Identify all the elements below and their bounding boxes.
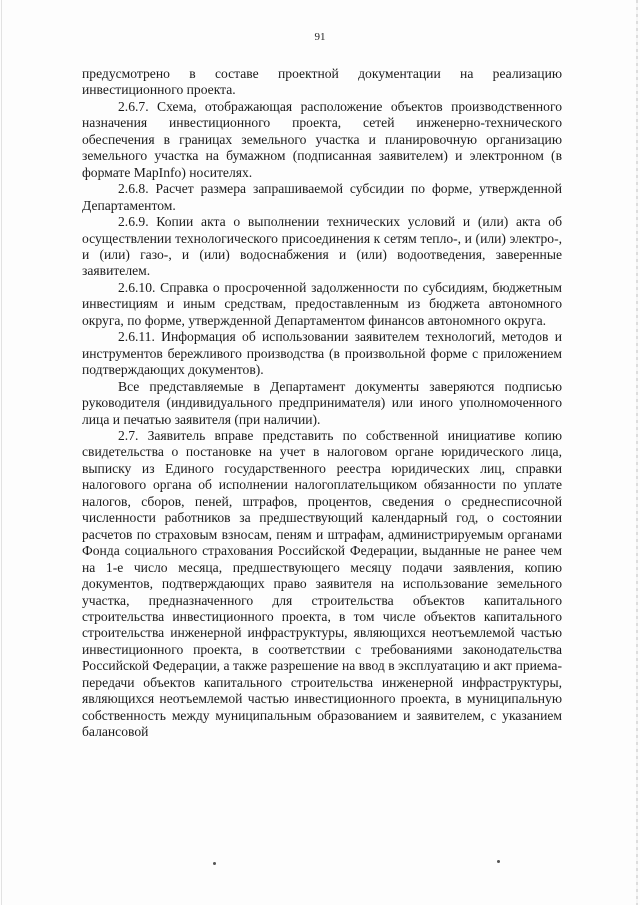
page-number: 91 — [314, 31, 326, 43]
scan-edge-right — [636, 0, 638, 905]
scan-edge-left — [1, 0, 2, 905]
scan-speck — [497, 860, 500, 863]
document-body — [82, 66, 562, 741]
paragraph-continuation: предусмотрено в составе проектной документации на реализацию инвестиционного проекта. — [82, 66, 562, 98]
paragraph-certification: Все представляемые в Департамент документы заверяются подписью руководителя (индивидуального предпринимателя) или иного уполномоченного лица и печатью заявителя (при наличии). — [82, 378, 562, 427]
scan-speck — [213, 862, 216, 865]
paragraph-2-6-10: 2.6.10. Справка о просроченной задолженности по субсидиям, бюджетным инвестициям и иным средствам, предоставленным из бюджета автономного округа, по форме, утвержденной Департаментом финансов автономного округа. — [82, 279, 562, 328]
paragraph-2-6-9: 2.6.9. Копии акта о выполнении технических условий и (или) акта об осуществлении технологического присоединения к сетям тепло-, и (или) электро-, и (или) газо-, и (или) водоснабжения и (или) водоотведения, заверенные заявителем. — [82, 214, 562, 279]
paragraph-2-6-11: 2.6.11. Информация об использовании заявителем технологий, методов и инструментов бережливого производства (в произвольной форме с приложением подтверждающих документов). — [82, 329, 562, 378]
paragraph-2-6-8: 2.6.8. Расчет размера запрашиваемой субсидии по форме, утвержденной Департаментом. — [82, 181, 562, 213]
paragraph-2-7: 2.7. Заявитель вправе представить по собственной инициативе копию свидетельства о постановке на учет в налоговом органе юридического лица, выписку из Единого государственного реестра юридических лиц, справки налогового органа об исполнении налогоплательщиком обязанности по уплате налогов, сборов, пеней, штрафов, процентов, сведения о среднесписочной численности работников за предшествующий календарный год, о состоянии расчетов по страховым взносам, пеням и штрафам, администрируемым органами Фонда социального страхования Российской Федерации, выданные не ранее чем на 1-е число месяца, предшествующего месяцу подачи заявления, копию документов, подтверждающих право заявителя на использование земельного участка, предназначенного для строительства объектов капитального строительства инвестиционного проекта, в том числе объектов капитального строительства инженерной инфраструктуры, являющихся неотъемлемой частью инвестиционного проекта, в соответствии с требованиями законодательства Российской Федерации, а также разрешение на ввод в эксплуатацию и акт приема-передачи объектов капитального строительства инженерной инфраструктуры, являющихся неотъемлемой частью инвестиционного проекта, в муниципальную собственность между муниципальным образованием и заявителем, с указанием балансовой — [82, 427, 562, 740]
paragraph-2-6-7: 2.6.7. Схема, отображающая расположение объектов производственного назначения инвестиционного проекта, сетей инженерно-технического обеспечения в границах земельного участка и планировочную организацию земельного участка на бумажном (подписанная заявителем) и электронном (в формате MapInfo) носителях. — [82, 98, 562, 180]
